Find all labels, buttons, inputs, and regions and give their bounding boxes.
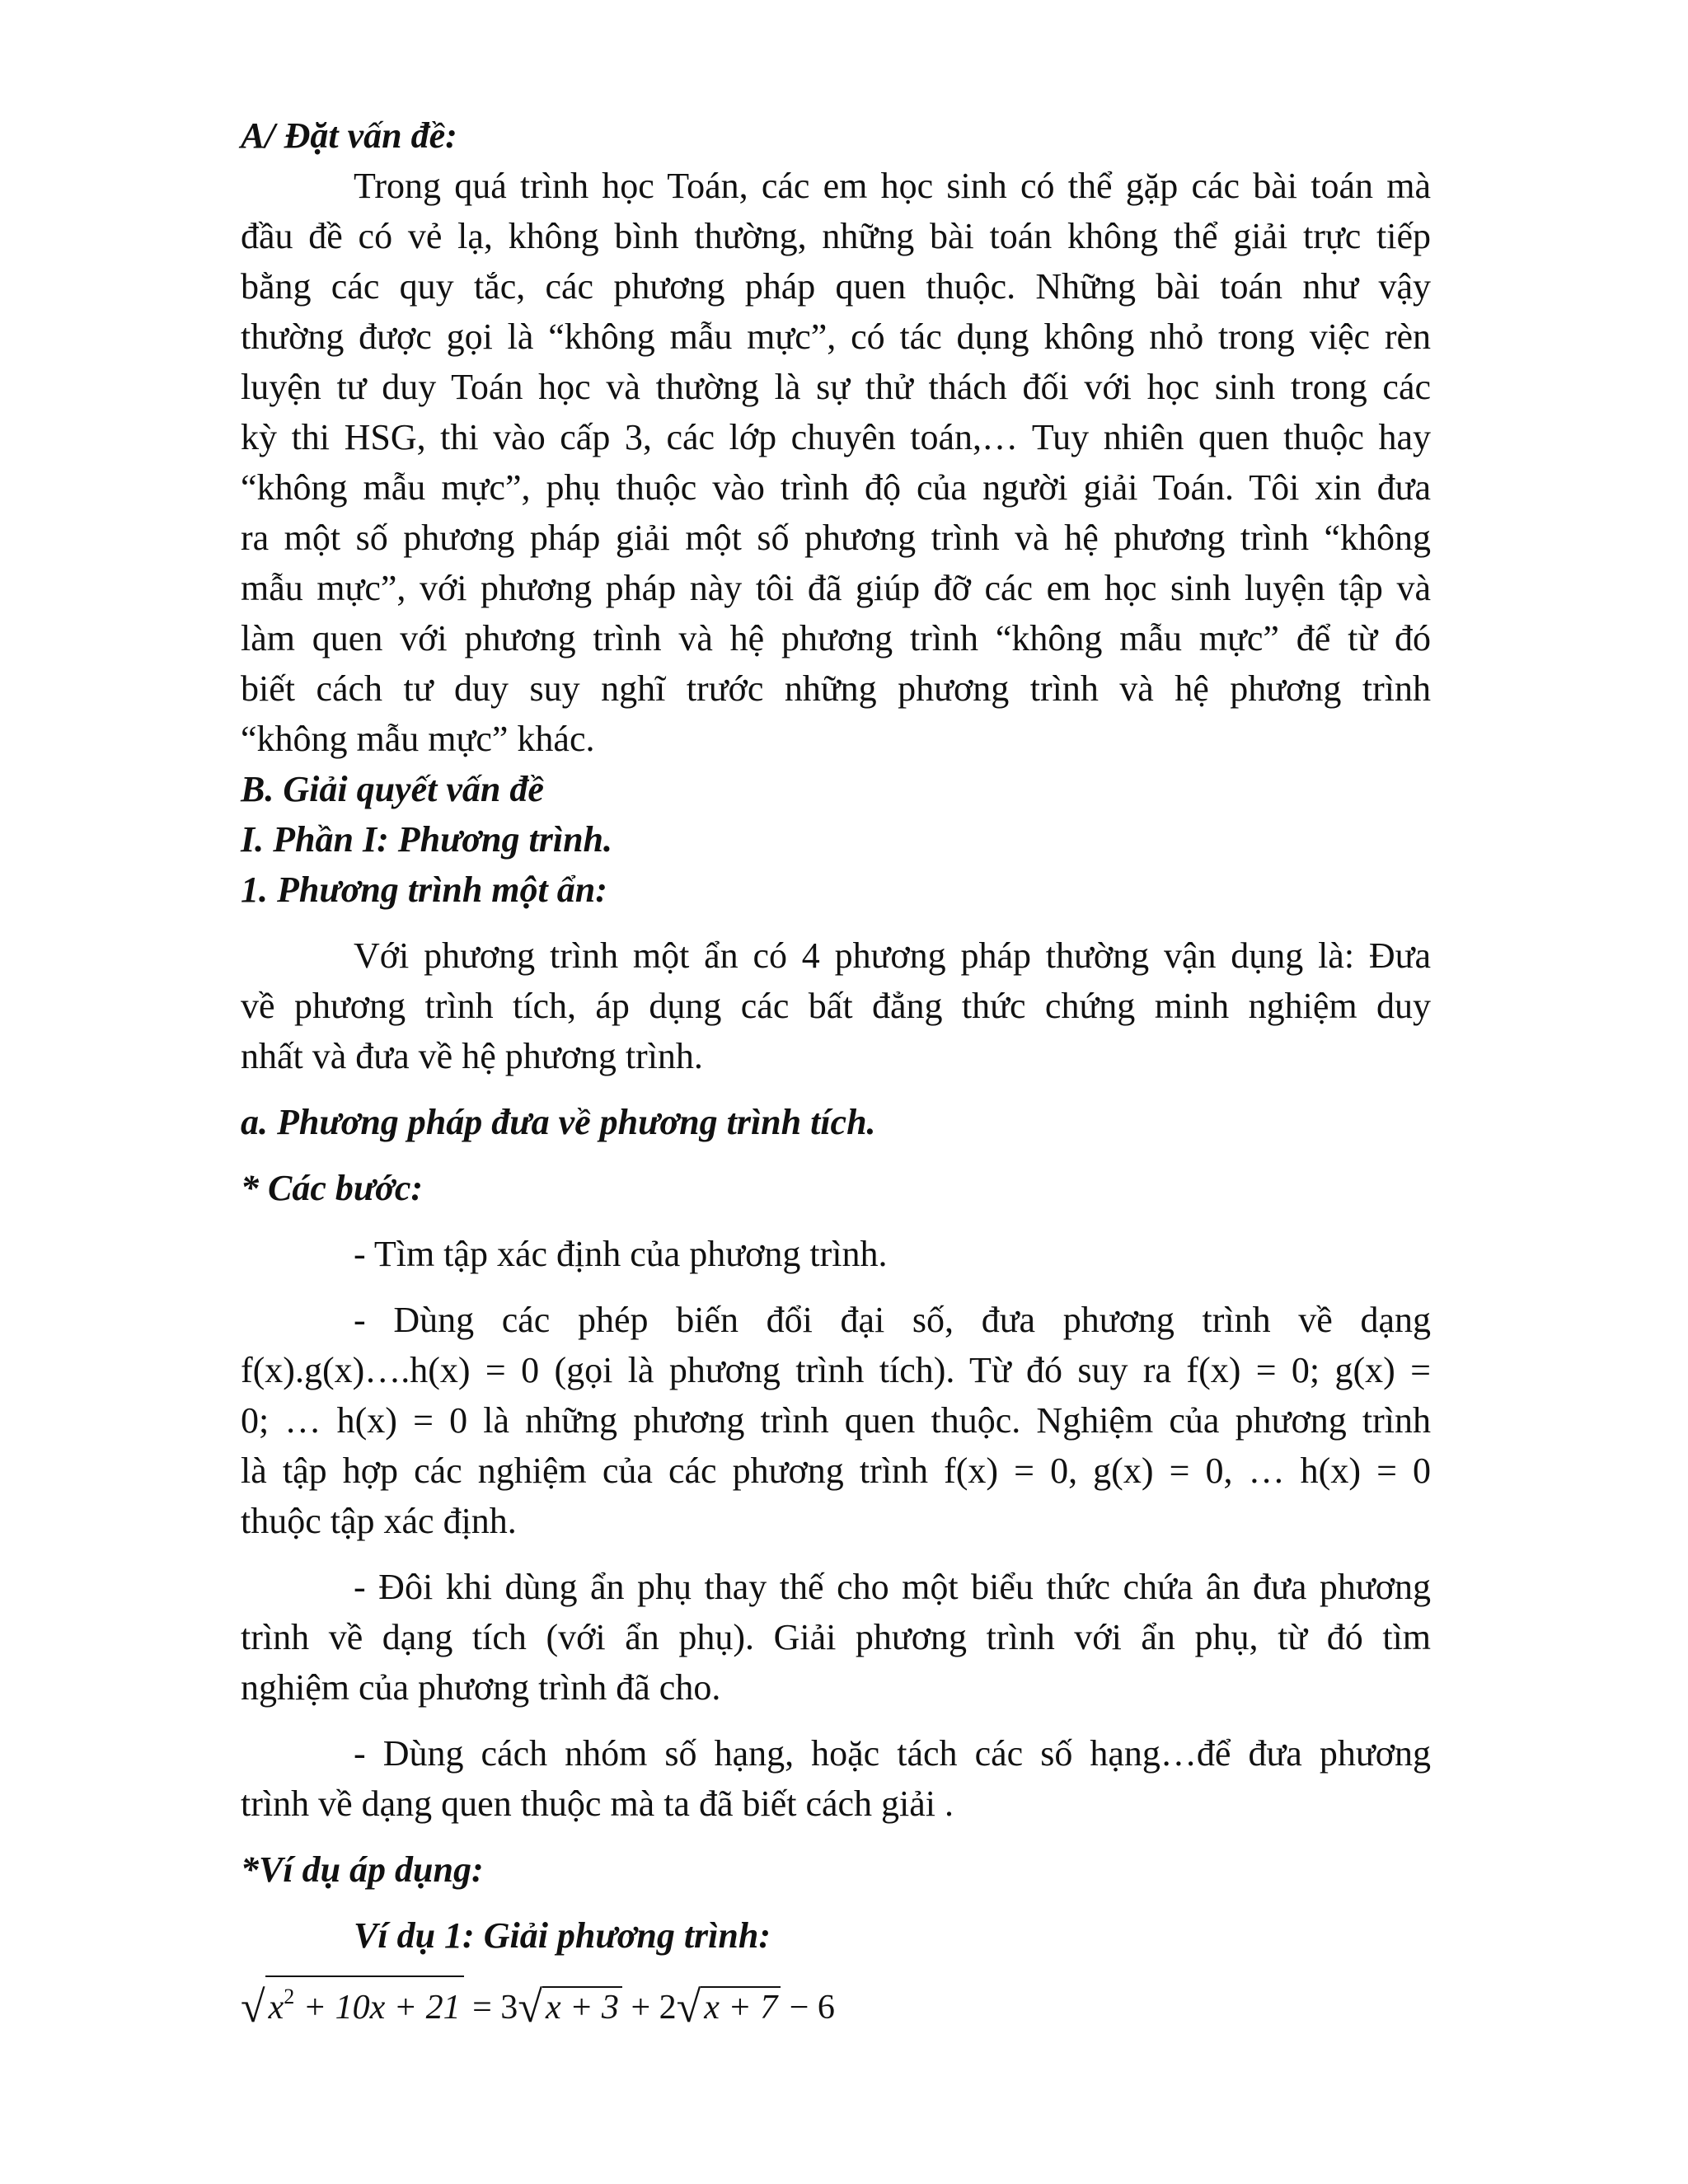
paragraph-line: “không mẫu mực” khác. <box>241 719 595 759</box>
paragraph-line: Trong quá trình học Toán, các em học sinh có thể gặp các bài toán mà <box>354 166 1431 206</box>
paragraph-line: thường được gọi là “không mẫu mực”, có tác dụng không nhỏ trong việc rèn <box>241 316 1431 357</box>
step-1: - Tìm tập xác định của phương trình. <box>354 1234 888 1274</box>
heading-examples: *Ví dụ áp dụng: <box>241 1849 484 1890</box>
equation-example-1 <box>241 1975 835 2034</box>
heading-steps: * Các bước: <box>241 1168 424 1208</box>
eq-radicand-2: x + 7 <box>701 1986 781 2027</box>
paragraph-line: đầu đề có vẻ lạ, không bình thường, những bài toán không thể giải trực tiếp <box>241 216 1431 256</box>
paragraph-line: thuộc tập xác định. <box>241 1501 517 1541</box>
eq-exponent: 2 <box>284 1985 295 2008</box>
paragraph-line: bằng các quy tắc, các phương pháp quen thuộc. Những bài toán như vậy <box>241 266 1431 307</box>
paragraph-line: 0; … h(x) = 0 là những phương trình quen thuộc. Nghiệm của phương trình <box>241 1400 1431 1441</box>
eq-equals-three: = 3 <box>463 1989 518 2027</box>
example-1-title: Ví dụ 1: Giải phương trình: <box>354 1915 771 1956</box>
paragraph-line: về phương trình tích, áp dụng các bất đẳng thức chứng minh nghiệm duy <box>241 986 1431 1026</box>
heading-method-a: a. Phương pháp đưa về phương trình tích. <box>241 1102 876 1142</box>
paragraph-line: trình về dạng quen thuộc mà ta đã biết cách giải . <box>241 1783 954 1824</box>
paragraph-line: ra một số phương pháp giải một số phương trình và hệ phương trình “không <box>241 518 1431 558</box>
paragraph-line: nghiệm của phương trình đã cho. <box>241 1667 721 1708</box>
heading-phuong-trinh-mot-an: 1. Phương trình một ẩn: <box>241 869 607 910</box>
paragraph-line: luyện tư duy Toán học và thường là sự thử thách đối với học sinh trong các <box>241 367 1431 407</box>
paragraph-line: là tập hợp các nghiệm của các phương trình f(x) = 0, g(x) = 0, … h(x) = 0 <box>241 1451 1431 1491</box>
eq-radicand-1: x + 3 <box>542 1986 622 2027</box>
eq-var: x <box>268 1989 284 2027</box>
paragraph-line: f(x).g(x)….h(x) = 0 (gọi là phương trình tích). Từ đó suy ra f(x) = 0; g(x) = <box>241 1350 1431 1390</box>
sqrt-r1: √x + 3 <box>518 1980 622 2034</box>
paragraph-line: - Dùng cách nhóm số hạng, hoặc tách các số hạng…để đưa phương <box>354 1733 1431 1774</box>
paragraph-line: làm quen với phương trình và hệ phương trình “không mẫu mực” để từ đó <box>241 618 1431 658</box>
paragraph-line: Với phương trình một ẩn có 4 phương pháp thường vận dụng là: Đưa <box>354 935 1431 976</box>
paragraph-line: biết cách tư duy suy nghĩ trước những phương trình và hệ phương trình <box>241 668 1431 709</box>
eq-lhs-rest: + 10x + 21 <box>294 1989 461 2027</box>
paragraph-line: trình về dạng tích (với ẩn phụ). Giải phương trình với ẩn phụ, từ đó tìm <box>241 1617 1431 1657</box>
sqrt-r2: √x + 7 <box>677 1980 781 2034</box>
paragraph-line: kỳ thi HSG, thi vào cấp 3, các lớp chuyên toán,… Tuy nhiên quen thuộc hay <box>241 417 1431 457</box>
eq-minus-six: − 6 <box>781 1989 835 2027</box>
paragraph-line: “không mẫu mực”, phụ thuộc vào trình độ của người giải Toán. Tôi xin đưa <box>241 467 1431 508</box>
eq-plus-two: + 2 <box>621 1989 677 2027</box>
paragraph-line: - Đôi khi dùng ẩn phụ thay thế cho một biểu thức chứa ân đưa phương <box>354 1567 1431 1607</box>
paragraph-line: - Dùng các phép biến đổi đại số, đưa phương trình về dạng <box>354 1300 1431 1340</box>
heading-dat-van-de: A/ Đặt vấn đề: <box>241 115 457 156</box>
heading-giai-quyet: B. Giải quyết vấn đề <box>241 769 544 809</box>
paragraph-line: nhất và đưa về hệ phương trình. <box>241 1036 703 1076</box>
paragraph-line: mẫu mực”, với phương pháp này tôi đã giúp đỡ các em học sinh luyện tập và <box>241 568 1431 608</box>
sqrt-lhs: $√x^2 + 10x + 21$ <box>241 1975 464 2034</box>
heading-phan-1: I. Phần I: Phương trình. <box>241 819 613 860</box>
